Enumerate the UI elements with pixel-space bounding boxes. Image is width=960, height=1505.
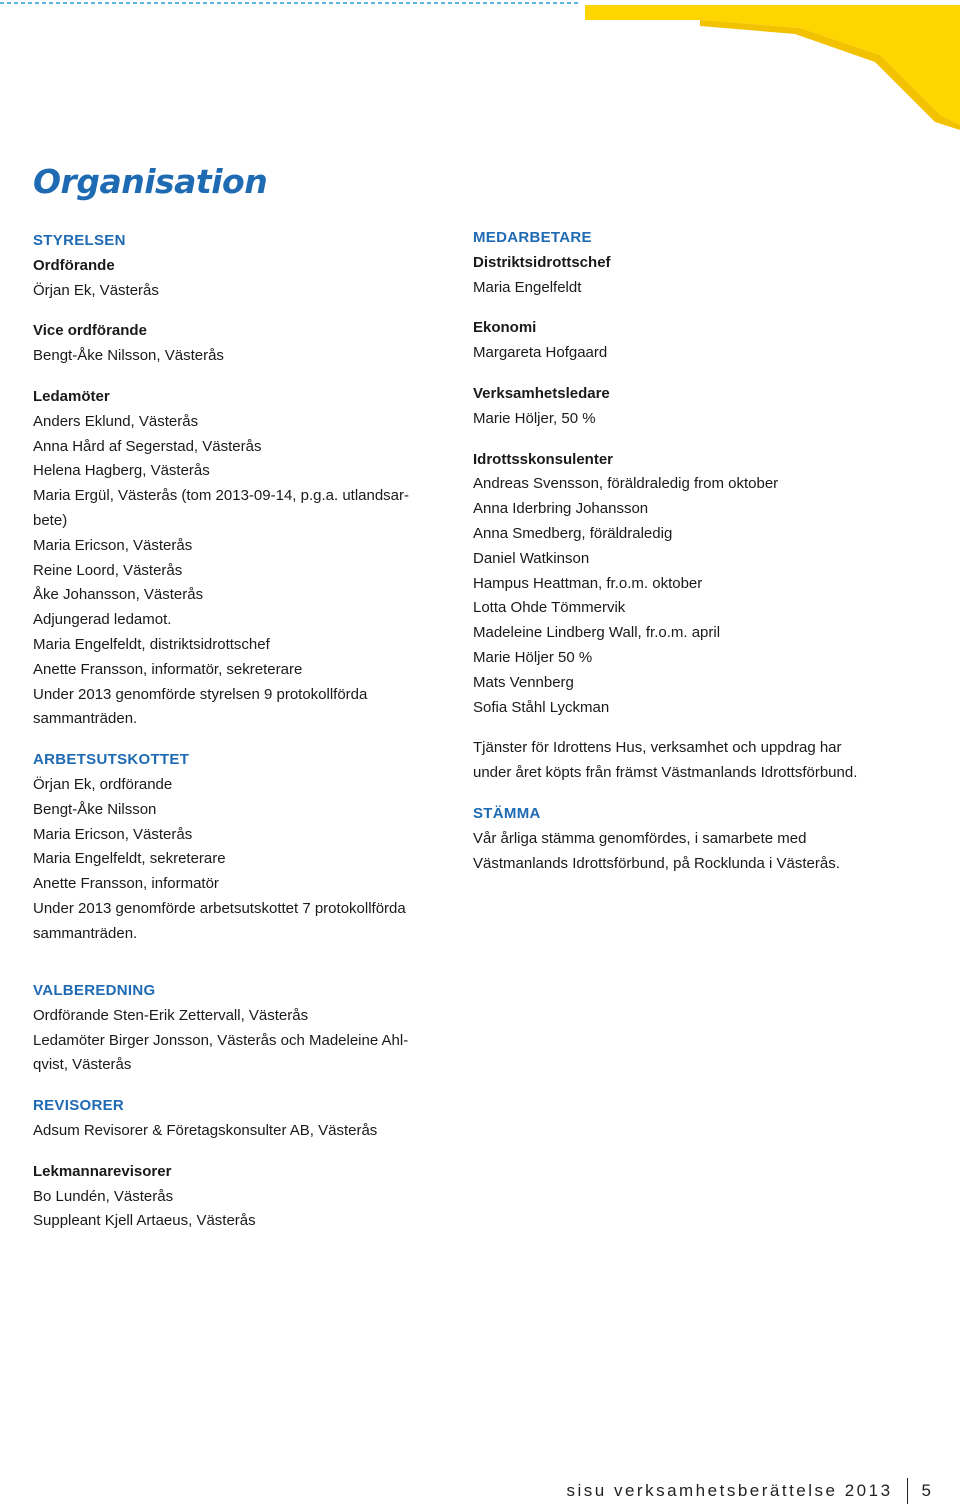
- valberedning-line: Ordförande Sten-Erik Zettervall, Västerås: [33, 1006, 309, 1024]
- revisorer-heading: REVISORER: [33, 1097, 125, 1115]
- member-line: Anna Hård af Segerstad, Västerås: [33, 437, 262, 455]
- arbetsutskottet-line: Under 2013 genomförde arbetsutskottet 7 protokollförda: [33, 899, 406, 917]
- verksamhetsledare-section: [473, 382, 933, 432]
- staff-line: Maria Engelfeldt: [473, 278, 582, 296]
- revisorer-line: Adsum Revisorer & Företagskonsulter AB, Västerås: [33, 1121, 378, 1139]
- staff-line: Anna Iderbring Johansson: [473, 500, 649, 518]
- arbetsutskottet-heading: ARBETSUTSKOTTET: [33, 751, 190, 769]
- staff-line: Lotta Ohde Tömmervik: [473, 599, 626, 617]
- member-line: Adjungerad ledamot.: [33, 611, 172, 629]
- member-line: Åke Johansson, Västerås: [33, 586, 204, 604]
- role-label: Distriktsidrottschef: [473, 253, 611, 271]
- revisorer-section: [33, 1094, 453, 1144]
- arbetsutskottet-line: Maria Ericson, Västerås: [33, 825, 193, 843]
- member-line: sammanträden.: [33, 710, 138, 728]
- header-decoration: [0, 0, 960, 130]
- staff-line: Hampus Heattman, fr.o.m. oktober: [473, 574, 703, 592]
- arbetsutskottet-section: [33, 748, 453, 946]
- staff-line: Margareta Hofgaard: [473, 344, 608, 362]
- members-section: [33, 385, 453, 732]
- member-line: Helena Hagberg, Västerås: [33, 462, 210, 480]
- vice-chair-name: Bengt-Åke Nilsson, Västerås: [33, 347, 224, 365]
- right-column: [473, 226, 933, 892]
- services-line: Tjänster för Idrottens Hus, verksamhet och uppdrag har: [473, 739, 842, 757]
- lekmannarevisorer-line: Bo Lundén, Västerås: [33, 1187, 174, 1205]
- staff-line: Madeleine Lindberg Wall, fr.o.m. april: [473, 624, 721, 642]
- konsulenter-section: [473, 448, 933, 721]
- medarbetare-section: [473, 226, 933, 300]
- valberedning-line: Ledamöter Birger Jonsson, Västerås och Madeleine Ahl-: [33, 1031, 409, 1049]
- styrelsen-heading: STYRELSEN: [33, 232, 126, 249]
- staff-line: Sofia Ståhl Lyckman: [473, 698, 610, 716]
- valberedning-heading: VALBEREDNING: [33, 982, 156, 999]
- services-paragraph: [473, 736, 933, 786]
- chair-label: Ordförande: [33, 256, 115, 274]
- medarbetare-heading: MEDARBETARE: [473, 229, 592, 246]
- staff-line: Mats Vennberg: [473, 673, 574, 691]
- arbetsutskottet-line: Anette Fransson, informatör: [33, 875, 219, 893]
- valberedning-line: qvist, Västerås: [33, 1056, 132, 1074]
- member-line: Maria Engelfeldt, distriktsidrottschef: [33, 635, 270, 653]
- left-column: [33, 229, 453, 963]
- member-line: bete): [33, 511, 68, 529]
- lekmannarevisorer-line: Suppleant Kjell Artaeus, Västerås: [33, 1212, 256, 1230]
- staff-line: Daniel Watkinson: [473, 549, 590, 567]
- bottom-column: [33, 979, 453, 1250]
- page-title: Organisation: [33, 162, 268, 201]
- staff-line: Marie Höljer 50 %: [473, 648, 593, 666]
- members-label: Ledamöter: [33, 387, 110, 405]
- role-label: Verksamhetsledare: [473, 384, 610, 402]
- lekmannarevisorer-section: [33, 1160, 453, 1234]
- services-line: under året köpts från främst Västmanlands Idrottsförbund.: [473, 764, 858, 782]
- page-number: 5: [921, 1481, 932, 1500]
- staff-line: Marie Höljer, 50 %: [473, 409, 596, 427]
- member-line: Reine Loord, Västerås: [33, 561, 183, 579]
- role-label: Idrottsskonsulenter: [473, 450, 614, 468]
- page-footer: [567, 1478, 933, 1504]
- member-line: Maria Ergül, Västerås (tom 2013-09-14, p.g.a. utlandsar-: [33, 487, 410, 505]
- stamma-section: [473, 802, 933, 876]
- footer-text: sisu verksamhetsberättelse 2013: [566, 1481, 893, 1500]
- chair-name: Örjan Ek, Västerås: [33, 281, 159, 299]
- stamma-line: Vår årliga stämma genomfördes, i samarbete med: [473, 829, 807, 847]
- arbetsutskottet-line: Örjan Ek, ordförande: [33, 775, 173, 793]
- ekonomi-section: [473, 316, 933, 366]
- member-line: Under 2013 genomförde styrelsen 9 protokollförda: [33, 685, 368, 703]
- role-label: Ekonomi: [473, 319, 537, 337]
- arbetsutskottet-line: Bengt-Åke Nilsson: [33, 800, 157, 818]
- valberedning-section: [33, 979, 453, 1078]
- stamma-heading: STÄMMA: [473, 804, 541, 822]
- staff-line: Andreas Svensson, föräldraledig from oktober: [473, 475, 779, 493]
- footer-divider: [907, 1478, 908, 1504]
- styrelsen-section: [33, 229, 453, 303]
- lekmannarevisorer-label: Lekmannarevisorer: [33, 1162, 172, 1180]
- arbetsutskottet-line: Maria Engelfeldt, sekreterare: [33, 850, 226, 868]
- vice-chair-label: Vice ordförande: [33, 322, 147, 340]
- member-line: Anders Eklund, Västerås: [33, 412, 199, 430]
- staff-line: Anna Smedberg, föräldraledig: [473, 524, 673, 542]
- member-line: Anette Fransson, informatör, sekreterare: [33, 660, 303, 678]
- yellow-corner-shape: [585, 5, 960, 125]
- member-line: Maria Ericson, Västerås: [33, 536, 193, 554]
- arbetsutskottet-line: sammanträden.: [33, 924, 138, 942]
- vice-chair-section: [33, 319, 453, 369]
- stamma-line: Västmanlands Idrottsförbund, på Rocklunda i Västerås.: [473, 854, 840, 872]
